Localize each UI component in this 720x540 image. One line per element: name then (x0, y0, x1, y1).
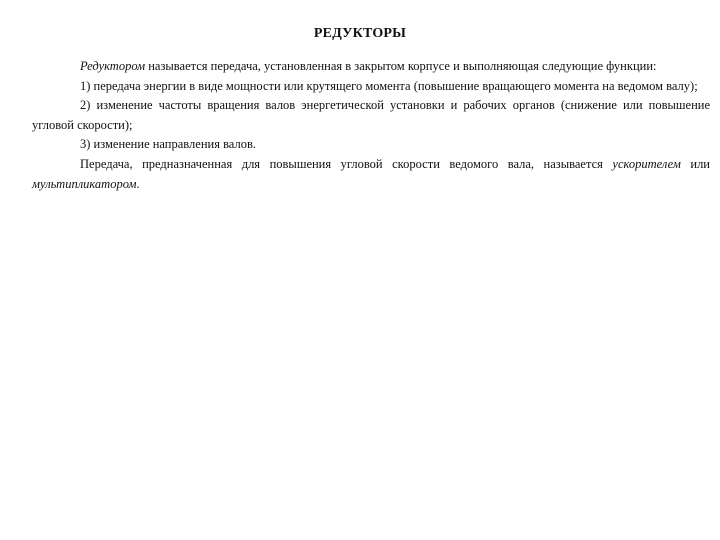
term-multiplier: мультипликатором (32, 176, 137, 191)
document-body (32, 57, 710, 194)
final-middle: или (680, 156, 710, 171)
function-item-1: 1) передача энергии в виде мощности или крутящего момента (повышение вращающего момента на ведомом валу); (80, 78, 698, 93)
definition-text: называется передача, установленная в закрытом корпусе и выполняющая следующие функции: (145, 59, 657, 73)
term-accelerator: ускорителем (612, 156, 681, 171)
function-item-3: 3) изменение направления валов. (80, 137, 256, 152)
function-item-2: 2) изменение частоты вращения валов энергетической установки и рабочих органов (снижение или повышение угловой скорости); (32, 98, 710, 132)
document-title: РЕДУКТОРЫ (313, 26, 407, 41)
definition-paragraph (32, 57, 710, 77)
final-lead: Передача, предназначенная для повышения угловой скорости ведомого вала, называется (80, 156, 613, 171)
definition-term: Редуктором (80, 59, 146, 73)
final-end: . (136, 176, 140, 191)
final-paragraph (32, 155, 710, 194)
